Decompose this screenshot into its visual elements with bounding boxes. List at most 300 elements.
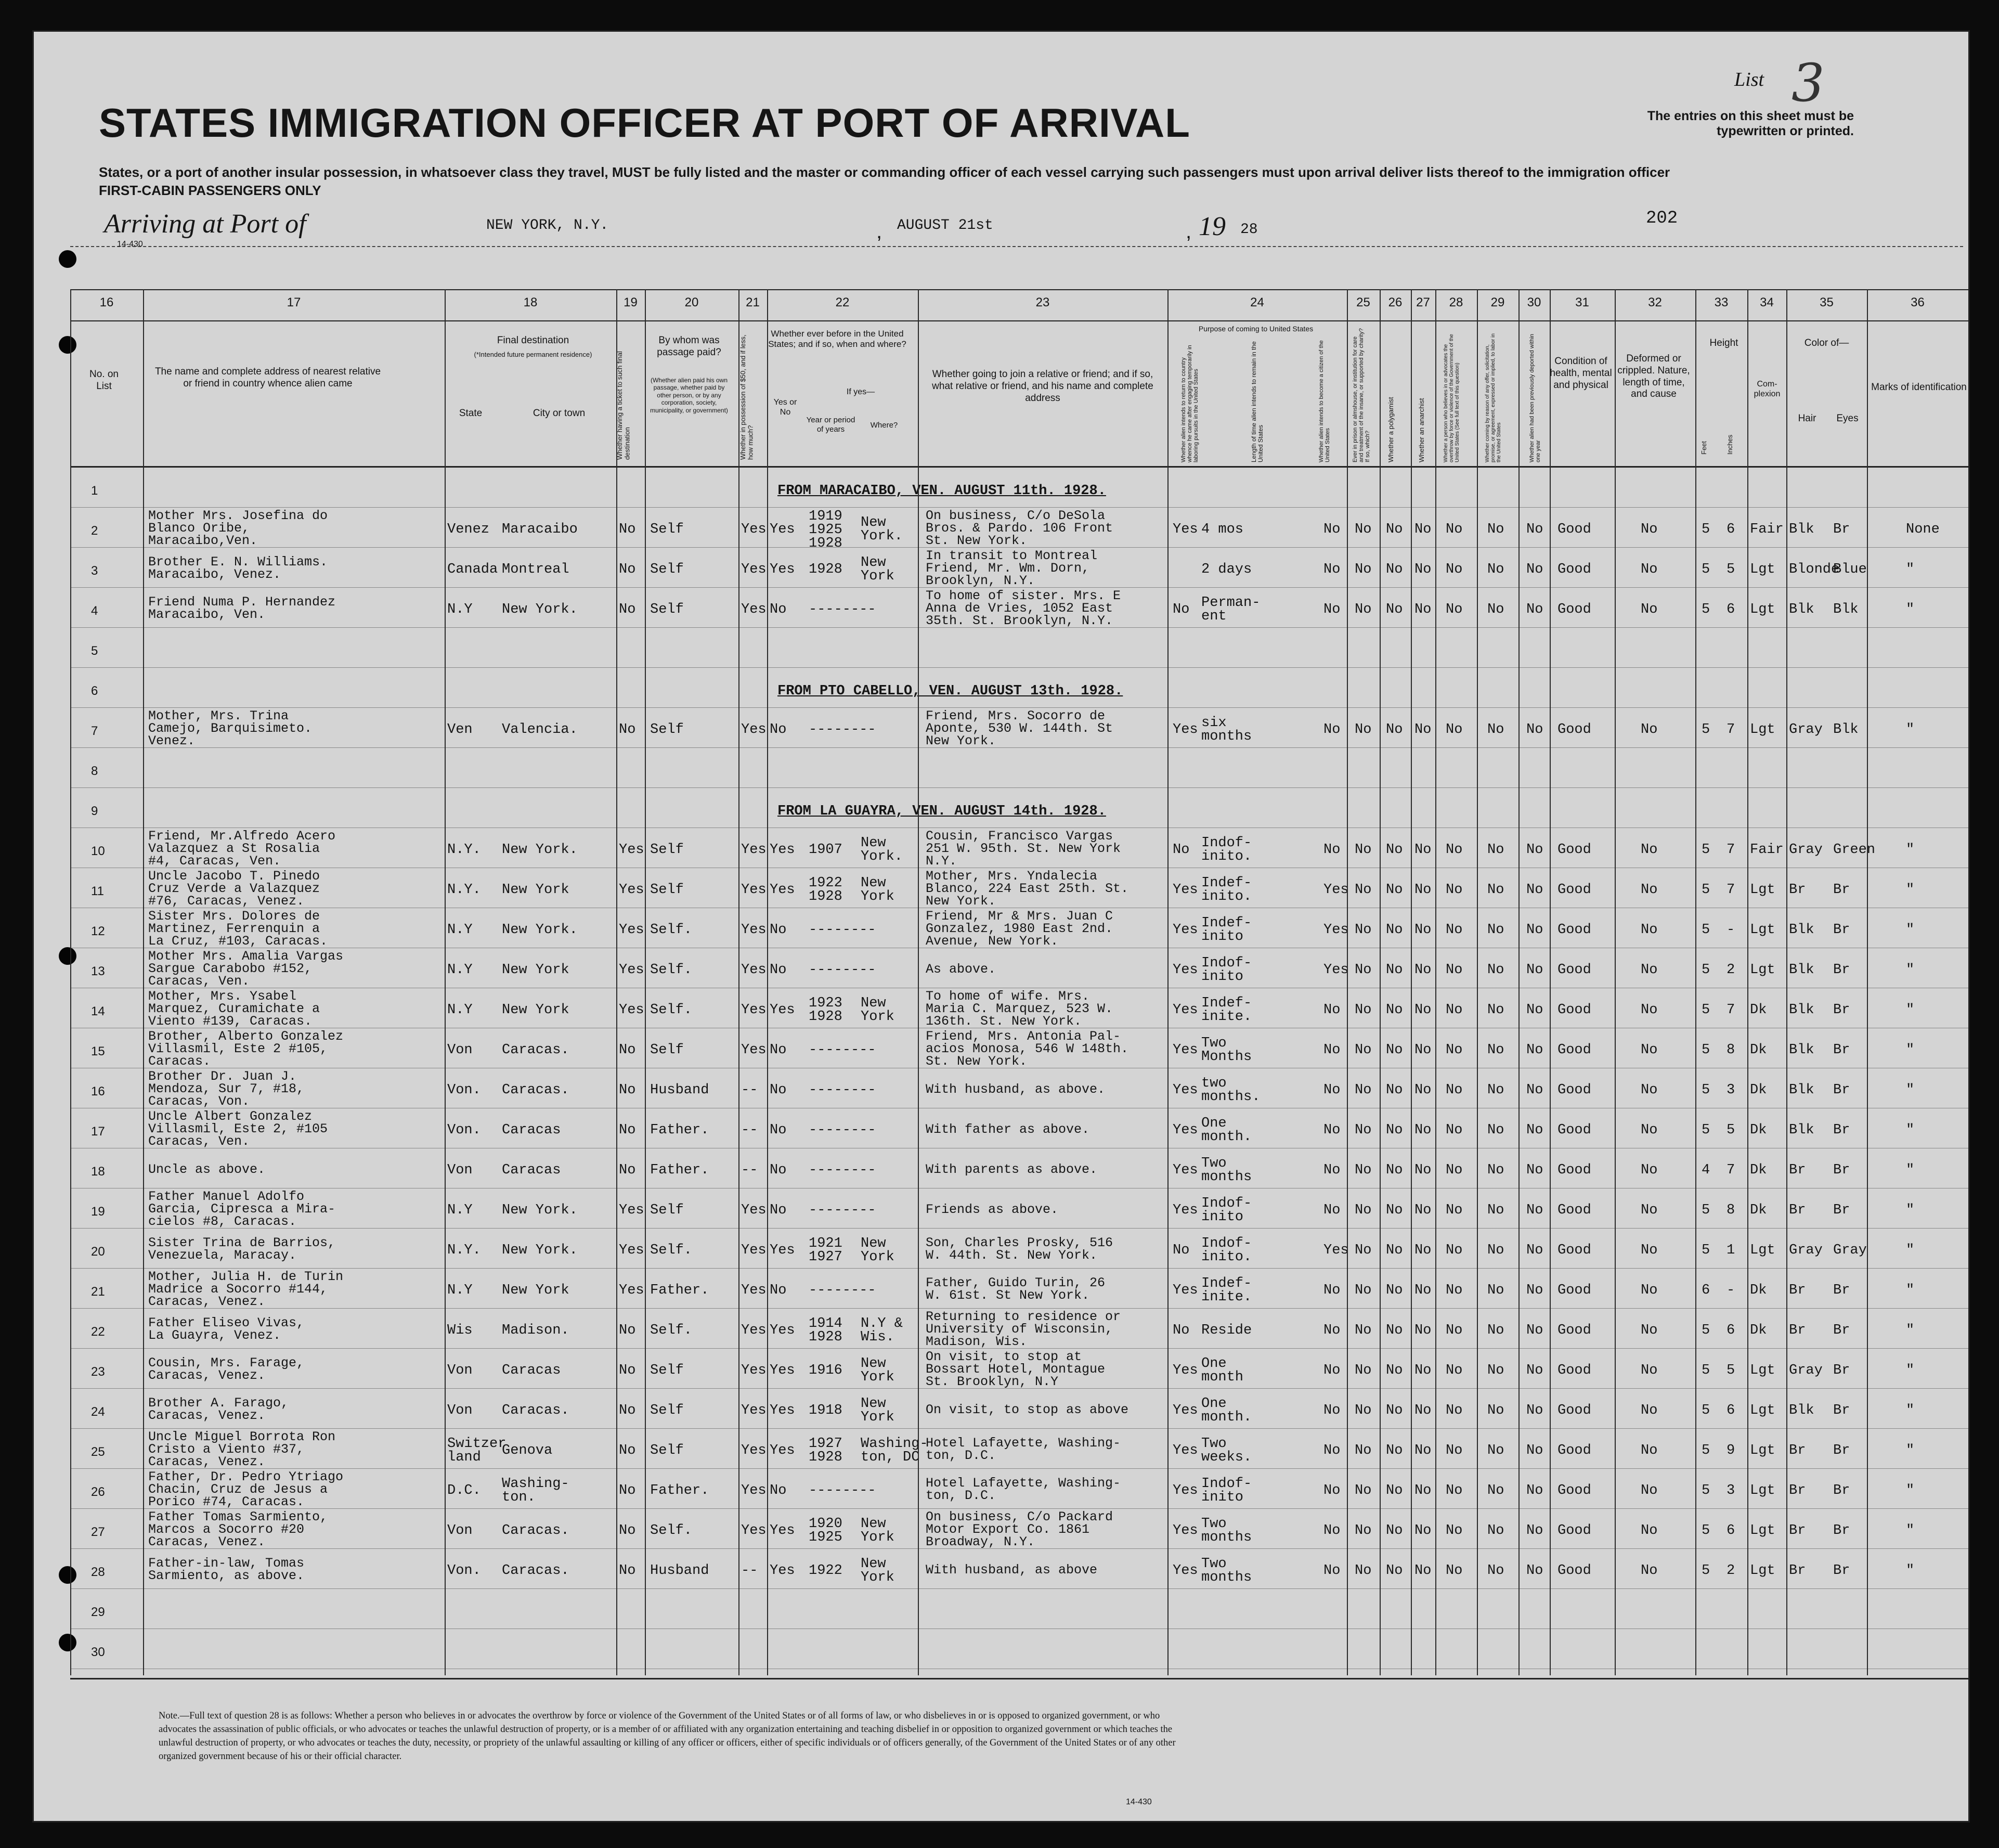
header-hair: Hair [1798, 413, 1816, 424]
cell-feet: 5 [1702, 1563, 1710, 1579]
cell-contract: No [1487, 882, 1504, 898]
cell-polygamist: No [1386, 1243, 1403, 1258]
cell-where: New York [861, 1556, 894, 1585]
cell-paid-by: Self. [650, 1323, 693, 1338]
cell-hair: Br [1789, 1563, 1806, 1579]
cell-question-28: No [1446, 1203, 1463, 1218]
table-header [70, 319, 1968, 468]
cell-complexion: Dk [1750, 1122, 1767, 1138]
list-number: 3 [1792, 53, 1825, 113]
column-number: 19 [624, 295, 638, 309]
cell-deformed: No [1641, 602, 1658, 617]
cell-join-relative: Friends as above. [926, 1202, 1059, 1217]
cell-join-relative: Cousin, Francisco Vargas 251 W. 95th. St. New York N.Y. [926, 829, 1121, 869]
cell-ticket: No [619, 722, 636, 738]
header-health: Condition of health, mental and physical [1550, 356, 1612, 391]
cell-citizen: No [1323, 1363, 1341, 1378]
cell-length-of-stay: Two months [1201, 1156, 1252, 1185]
table-row [70, 909, 1968, 948]
cell-relative: Mother, Julia H. de Turin Madrice a Socorro #144, Caracas, Venez. [148, 1269, 344, 1309]
cell-city: Madison. [502, 1323, 569, 1338]
cell-state: N.Y [447, 1203, 473, 1218]
footnote-question-28: Note.—Full text of question 28 is as follows: Whether a person who believes in or advocates the overthrow by force or violence of the Government of the United States or of all forms of law, or who disbelieves in or is opposed to organized government, or who advocates the assassination of public officials, or who advocates or teaches the unlawful destruction of property, or is a member of or affiliated with any organization entertaining and teaching disbelief in or opposition to organized government or which teaches the unlawful destruction of property, or who advocates or teaches the duty, necessity, or propriety of the unlawful assaulting or killing of any officer or officers, either of specific individuals or of officers generally, of the Government of the United States or of any other organized government because of his or their official character. [159, 1711, 1176, 1762]
table-row [70, 1029, 1968, 1068]
cell-feet: 5 [1702, 1443, 1710, 1458]
cell-deported: No [1526, 1483, 1543, 1498]
cell-fifty-dollars: Yes [741, 1203, 767, 1218]
cell-complexion: Fair [1750, 522, 1784, 537]
cell-hair: Gray [1789, 1363, 1823, 1378]
cell-polygamist: No [1386, 1563, 1403, 1579]
cell-before-in-us: Yes [770, 1363, 795, 1378]
column-number: 28 [1449, 295, 1463, 309]
cell-contract: No [1487, 602, 1504, 617]
cell-join-relative: On visit, to stop at Bossart Hotel, Montague St. Brooklyn, N.Y [926, 1349, 1106, 1389]
row-number: 16 [91, 1084, 105, 1099]
cell-feet: 6 [1702, 1283, 1710, 1298]
cell-hair: Blk [1789, 922, 1814, 938]
cell-hair: Br [1789, 1162, 1806, 1178]
cell-marks: " [1906, 1323, 1915, 1338]
row-number: 13 [91, 964, 105, 978]
cell-length-of-stay: Indef- inito [1201, 915, 1252, 945]
cell-prison: No [1355, 1363, 1372, 1378]
cell-relative: Mother Mrs. Josefina do Blanco Oribe, Maracaibo,Ven. [148, 508, 328, 548]
cell-eyes: Br [1833, 1203, 1850, 1218]
cell-return: Yes [1173, 1162, 1198, 1178]
cell-years: -------- [809, 1283, 876, 1298]
cell-inches: 5 [1727, 1363, 1735, 1378]
cell-city: New York. [502, 1203, 578, 1218]
cell-city: New York [502, 1283, 569, 1298]
cell-contract: No [1487, 1042, 1504, 1058]
cell-complexion: Dk [1750, 1283, 1767, 1298]
cell-feet: 5 [1702, 1082, 1710, 1098]
cell-health: Good [1557, 842, 1591, 858]
cell-years: -------- [809, 922, 876, 938]
cell-prison: No [1355, 1403, 1372, 1418]
cell-years: 1907 [809, 842, 842, 858]
cell-inches: 9 [1727, 1443, 1735, 1458]
header-question-28: Whether a person who believes in or advocates the overthrow by force or violence of the Government of the United States (See full text of this question) [1443, 334, 1460, 462]
row-number: 17 [91, 1125, 105, 1139]
cell-before-in-us: No [770, 1483, 787, 1498]
cell-ticket: No [619, 522, 636, 537]
row-number: 7 [91, 724, 98, 738]
table-row [70, 1470, 1968, 1509]
cell-deported: No [1526, 562, 1543, 577]
cell-relative: Brother, Alberto Gonzalez Villasmil, Este 2 #105, Caracas. [148, 1029, 344, 1069]
cell-contract: No [1487, 922, 1504, 938]
cell-join-relative: On visit, to stop as above [926, 1402, 1129, 1417]
cell-state: N.Y. [447, 882, 481, 898]
cell-marks: " [1906, 602, 1915, 617]
cell-complexion: Lgt [1750, 1363, 1775, 1378]
cell-return: No [1173, 602, 1190, 617]
cell-feet: 5 [1702, 1523, 1710, 1539]
cell-polygamist: No [1386, 1443, 1403, 1458]
cell-deported: No [1526, 602, 1543, 617]
cell-citizen: No [1323, 1122, 1341, 1138]
table-row [70, 1149, 1968, 1188]
cell-relative: Sister Mrs. Dolores de Martinez, Ferrenquin a La Cruz, #103, Caracas. [148, 909, 328, 949]
cell-question-28: No [1446, 1042, 1463, 1058]
cell-length-of-stay: Indef- inite. [1201, 1276, 1252, 1305]
cell-deformed: No [1641, 1243, 1658, 1258]
row-number: 11 [91, 884, 104, 898]
cell-where: New York [861, 1516, 894, 1545]
column-rule [1550, 289, 1551, 1675]
cell-eyes: Br [1833, 1162, 1850, 1178]
cell-length-of-stay: Two months [1201, 1556, 1252, 1585]
cell-anarchist: No [1414, 1443, 1432, 1458]
cell-return: Yes [1173, 1283, 1198, 1298]
cell-marks: " [1906, 922, 1915, 938]
cell-join-relative: As above. [926, 962, 996, 977]
cell-anarchist: No [1414, 1162, 1432, 1178]
cell-fifty-dollars: Yes [741, 562, 767, 577]
cell-eyes: Br [1833, 922, 1850, 938]
row-number: 29 [91, 1605, 105, 1619]
cell-state: Von [447, 1363, 473, 1378]
cell-complexion: Lgt [1750, 1443, 1775, 1458]
cell-inches: - [1727, 1283, 1735, 1298]
column-number: 32 [1648, 295, 1662, 309]
cell-anarchist: No [1414, 602, 1432, 617]
cell-join-relative: With father as above. [926, 1122, 1090, 1137]
cell-hair: Br [1789, 1443, 1806, 1458]
header-inches: Inches [1726, 434, 1734, 455]
cell-hair: Blk [1789, 1122, 1814, 1138]
cell-complexion: Dk [1750, 1002, 1767, 1018]
cell-complexion: Dk [1750, 1203, 1767, 1218]
column-number: 34 [1760, 295, 1774, 309]
cell-hair: Blk [1789, 962, 1814, 978]
cell-feet: 5 [1702, 1002, 1710, 1018]
cell-contract: No [1487, 1122, 1504, 1138]
cell-ticket: No [619, 602, 636, 617]
cell-deported: No [1526, 1243, 1543, 1258]
header-before-in-us: Whether ever before in the United States; and if so, when and where? [768, 329, 906, 350]
cell-eyes: Br [1833, 1042, 1850, 1058]
cell-hair: Br [1789, 1283, 1806, 1298]
cell-citizen: No [1323, 1162, 1341, 1178]
cell-where: New York. [861, 515, 903, 544]
cell-contract: No [1487, 522, 1504, 537]
cell-question-28: No [1446, 602, 1463, 617]
cell-city: New York. [502, 1243, 578, 1258]
cell-before-in-us: Yes [770, 1243, 795, 1258]
column-rule [445, 289, 446, 1675]
row-number: 26 [91, 1485, 105, 1499]
cell-return: Yes [1173, 1443, 1198, 1458]
cell-paid-by: Self [650, 522, 684, 537]
cell-inches: 7 [1727, 1002, 1735, 1018]
cell-return: Yes [1173, 1002, 1198, 1018]
cell-marks: " [1906, 722, 1915, 738]
row-number: 30 [91, 1645, 105, 1659]
year-prefix: 19 [1199, 212, 1226, 241]
row-number: 18 [91, 1165, 105, 1179]
cell-city: New York [502, 962, 569, 978]
cell-anarchist: No [1414, 1203, 1432, 1218]
cell-citizen: Yes [1323, 962, 1349, 978]
cell-deformed: No [1641, 882, 1658, 898]
row-number: 15 [91, 1044, 105, 1058]
cell-deformed: No [1641, 1323, 1658, 1338]
cell-marks: " [1906, 1403, 1915, 1418]
cell-hair: Br [1789, 1523, 1806, 1539]
cell-state: Von [447, 1523, 473, 1539]
column-rule [1477, 289, 1478, 1675]
table-row [70, 1230, 1968, 1269]
column-rule [1411, 289, 1412, 1675]
cell-prison: No [1355, 922, 1372, 938]
column-rule [918, 289, 919, 1675]
cell-length-of-stay: two months. [1201, 1076, 1261, 1105]
cell-city: Caracas. [502, 1042, 569, 1058]
cell-health: Good [1557, 522, 1591, 537]
cell-join-relative: Friend, Mrs. Antonia Pal- acios Monosa, 546 W 148th. St. New York. [926, 1029, 1129, 1069]
column-rule [70, 289, 71, 1675]
cell-deformed: No [1641, 962, 1658, 978]
row-number: 3 [91, 564, 98, 578]
cell-length-of-stay: Indof- inito. [1201, 835, 1252, 864]
cell-join-relative: Father, Guido Turin, 26 W. 61st. St New York. [926, 1275, 1106, 1303]
cell-inches: 7 [1727, 882, 1735, 898]
cell-state: Von [447, 1162, 473, 1178]
cell-anarchist: No [1414, 1363, 1432, 1378]
cell-hair: Blk [1789, 1002, 1814, 1018]
cell-marks: " [1906, 1162, 1915, 1178]
table-row [70, 989, 1968, 1028]
cell-return: Yes [1173, 1563, 1198, 1579]
header-complexion: Com-plexion [1754, 380, 1781, 399]
cell-inches: 6 [1727, 1323, 1735, 1338]
cell-question-28: No [1446, 562, 1463, 577]
cell-paid-by: Self. [650, 1523, 693, 1539]
cell-fifty-dollars: Yes [741, 522, 767, 537]
table-row [70, 749, 1968, 788]
header-final-destination-note: (*Intended future permanent residence) [474, 351, 592, 358]
cell-citizen: No [1323, 1563, 1341, 1579]
column-rule [767, 289, 768, 1675]
cell-relative: Mother, Mrs. Ysabel Marquez, Curamichate a Viento #139, Caracas. [148, 989, 320, 1029]
cell-feet: 5 [1702, 522, 1710, 537]
cell-years: -------- [809, 1042, 876, 1058]
cell-state: N.Y. [447, 1243, 481, 1258]
year-suffix: 28 [1240, 222, 1258, 238]
cell-deported: No [1526, 1403, 1543, 1418]
cell-citizen: No [1323, 1002, 1341, 1018]
cell-fifty-dollars: Yes [741, 1243, 767, 1258]
cell-polygamist: No [1386, 1483, 1403, 1498]
table-row [70, 1510, 1968, 1549]
cell-return: Yes [1173, 1403, 1198, 1418]
cell-deported: No [1526, 962, 1543, 978]
cell-where: Washing- ton, DC [861, 1436, 928, 1465]
cell-hair: Gray [1789, 842, 1823, 858]
cell-years: 1920 1925 [809, 1516, 842, 1545]
cell-paid-by: Self. [650, 922, 693, 938]
cell-paid-by: Self [650, 562, 684, 577]
cell-eyes: Br [1833, 1122, 1850, 1138]
cell-state: Von [447, 1403, 473, 1418]
cell-deported: No [1526, 1563, 1543, 1579]
cell-ticket: No [619, 1523, 636, 1539]
table-row [70, 789, 1968, 828]
cell-length-of-stay: Two weeks. [1201, 1436, 1252, 1465]
cell-where: New York [861, 1356, 894, 1385]
cell-join-relative: On business, C/o Packard Motor Export Co. 1861 Broadway, N.Y. [926, 1509, 1113, 1549]
cell-state: N.Y. [447, 842, 481, 858]
header-return-country: Whether alien intends to return to country whence he came after engaging temporarily in laboring pursuits in the United States [1180, 345, 1200, 462]
cell-health: Good [1557, 1122, 1591, 1138]
cell-feet: 5 [1702, 1323, 1710, 1338]
page-number: 202 [1646, 209, 1678, 228]
cell-where: New York [861, 1236, 894, 1265]
cell-join-relative: Hotel Lafayette, Washing- ton, D.C. [926, 1436, 1121, 1463]
cell-length-of-stay: Indof- inito [1201, 1196, 1252, 1225]
cell-eyes: Br [1833, 1443, 1850, 1458]
cell-return: No [1173, 842, 1190, 858]
cell-ticket: No [619, 1122, 636, 1138]
row-number: 19 [91, 1205, 105, 1219]
cell-hair: Blk [1789, 1403, 1814, 1418]
cell-inches: 6 [1727, 1403, 1735, 1418]
cell-length-of-stay: Indef- inito. [1201, 875, 1252, 904]
cell-ticket: Yes [619, 1002, 644, 1018]
cell-years: 1916 [809, 1363, 842, 1378]
cell-anarchist: No [1414, 1243, 1432, 1258]
cell-marks: " [1906, 1363, 1915, 1378]
cell-citizen: No [1323, 522, 1341, 537]
header-feet: Feet [1700, 441, 1708, 455]
cell-inches: 2 [1727, 1563, 1735, 1579]
cell-polygamist: No [1386, 602, 1403, 617]
cell-return: No [1173, 1243, 1190, 1258]
cell-state: Wis [447, 1323, 473, 1338]
cell-polygamist: No [1386, 1122, 1403, 1138]
passenger-class-label: FIRST-CABIN PASSENGERS ONLY [99, 183, 321, 198]
cell-hair: Blk [1789, 522, 1814, 537]
cell-question-28: No [1446, 1122, 1463, 1138]
cell-polygamist: No [1386, 842, 1403, 858]
cell-hair: Blk [1789, 1042, 1814, 1058]
dotted-leader [70, 246, 1963, 247]
cell-inches: 3 [1727, 1483, 1735, 1498]
cell-prison: No [1355, 522, 1372, 537]
cell-contract: No [1487, 842, 1504, 858]
cell-deformed: No [1641, 1403, 1658, 1418]
cell-health: Good [1557, 1082, 1591, 1098]
cell-marks: " [1906, 1443, 1915, 1458]
cell-feet: 5 [1702, 722, 1710, 738]
cell-contract: No [1487, 1483, 1504, 1498]
cell-inches: 2 [1727, 962, 1735, 978]
row-number: 6 [91, 684, 98, 698]
cell-relative: Mother Mrs. Amalia Vargas Sargue Carabobo #152, Caracas, Ven. [148, 949, 344, 989]
cell-city: Valencia. [502, 722, 578, 738]
list-label: List [1734, 69, 1764, 91]
cell-state: Canada [447, 562, 498, 577]
cell-contract: No [1487, 1243, 1504, 1258]
cell-hair: Br [1789, 1203, 1806, 1218]
cell-paid-by: Father. [650, 1122, 709, 1138]
cell-relative: Uncle Miguel Borrota Ron Cristo a Viento #37, Caracas, Venez. [148, 1429, 336, 1469]
cell-length-of-stay: Indof- inito [1201, 955, 1252, 985]
cell-complexion: Lgt [1750, 602, 1775, 617]
column-rule [1615, 289, 1616, 1675]
header-passage-note: (Whether alien paid his own passage, whether paid by other person, or by any corporation, society, municipality, or government) [650, 377, 728, 414]
cell-before-in-us: Yes [770, 842, 795, 858]
cell-health: Good [1557, 1243, 1591, 1258]
cell-relative: Father Tomas Sarmiento, Marcos a Socorro #20 Caracas, Venez. [148, 1509, 328, 1549]
cell-question-28: No [1446, 1243, 1463, 1258]
column-rule [1518, 289, 1520, 1675]
cell-contract: No [1487, 1403, 1504, 1418]
cell-paid-by: Self. [650, 962, 693, 978]
cell-return: Yes [1173, 522, 1198, 537]
comma-separator: , [1186, 220, 1192, 243]
header-passage-paid: By whom was passage paid? [657, 335, 721, 358]
cell-citizen: No [1323, 722, 1341, 738]
cell-join-relative: Returning to residence or University of Wisconsin, Madison, Wis. [926, 1309, 1121, 1349]
cell-marks: " [1906, 1002, 1915, 1018]
cell-years: 1928 [809, 562, 842, 577]
cell-health: Good [1557, 562, 1591, 577]
cell-paid-by: Self [650, 882, 684, 898]
cell-relative: Friend Numa P. Hernandez Maracaibo, Ven. [148, 595, 336, 622]
cell-anarchist: No [1414, 1483, 1432, 1498]
cell-join-relative: Hotel Lafayette, Washing- ton, D.C. [926, 1476, 1121, 1503]
cell-health: Good [1557, 1323, 1591, 1338]
column-rule [1786, 289, 1787, 1675]
cell-years: 1923 1928 [809, 996, 842, 1025]
cell-citizen: Yes [1323, 1243, 1349, 1258]
cell-city: Caracas. [502, 1563, 569, 1579]
cell-state: N.Y [447, 922, 473, 938]
cell-city: Caracas [502, 1122, 561, 1138]
cell-anarchist: No [1414, 1403, 1432, 1418]
cell-complexion: Lgt [1750, 722, 1775, 738]
header-yes-or-no: Yes or No [773, 398, 797, 417]
cell-city: New York [502, 1002, 569, 1018]
cell-return: Yes [1173, 1203, 1198, 1218]
cell-before-in-us: No [770, 1122, 787, 1138]
cell-question-28: No [1446, 1283, 1463, 1298]
cell-fifty-dollars: Yes [741, 1483, 767, 1498]
cell-deported: No [1526, 1363, 1543, 1378]
cell-paid-by: Self [650, 842, 684, 858]
section-heading: FROM LA GUAYRA, VEN. AUGUST 14th. 1928. [777, 804, 1106, 819]
table-row [70, 1590, 1968, 1629]
cell-feet: 5 [1702, 562, 1710, 577]
cell-years: 1914 1928 [809, 1316, 842, 1345]
cell-fifty-dollars: Yes [741, 1042, 767, 1058]
cell-city: New York. [502, 602, 578, 617]
cell-deported: No [1526, 522, 1543, 537]
cell-prison: No [1355, 1563, 1372, 1579]
column-number: 35 [1820, 295, 1834, 309]
column-number: 21 [746, 295, 760, 309]
cell-eyes: Br [1833, 1283, 1850, 1298]
cell-state: N.Y [447, 602, 473, 617]
cell-fifty-dollars: Yes [741, 1283, 767, 1298]
cell-citizen: No [1323, 1443, 1341, 1458]
cell-inches: 1 [1727, 1243, 1735, 1258]
cell-join-relative: With parents as above. [926, 1162, 1098, 1177]
